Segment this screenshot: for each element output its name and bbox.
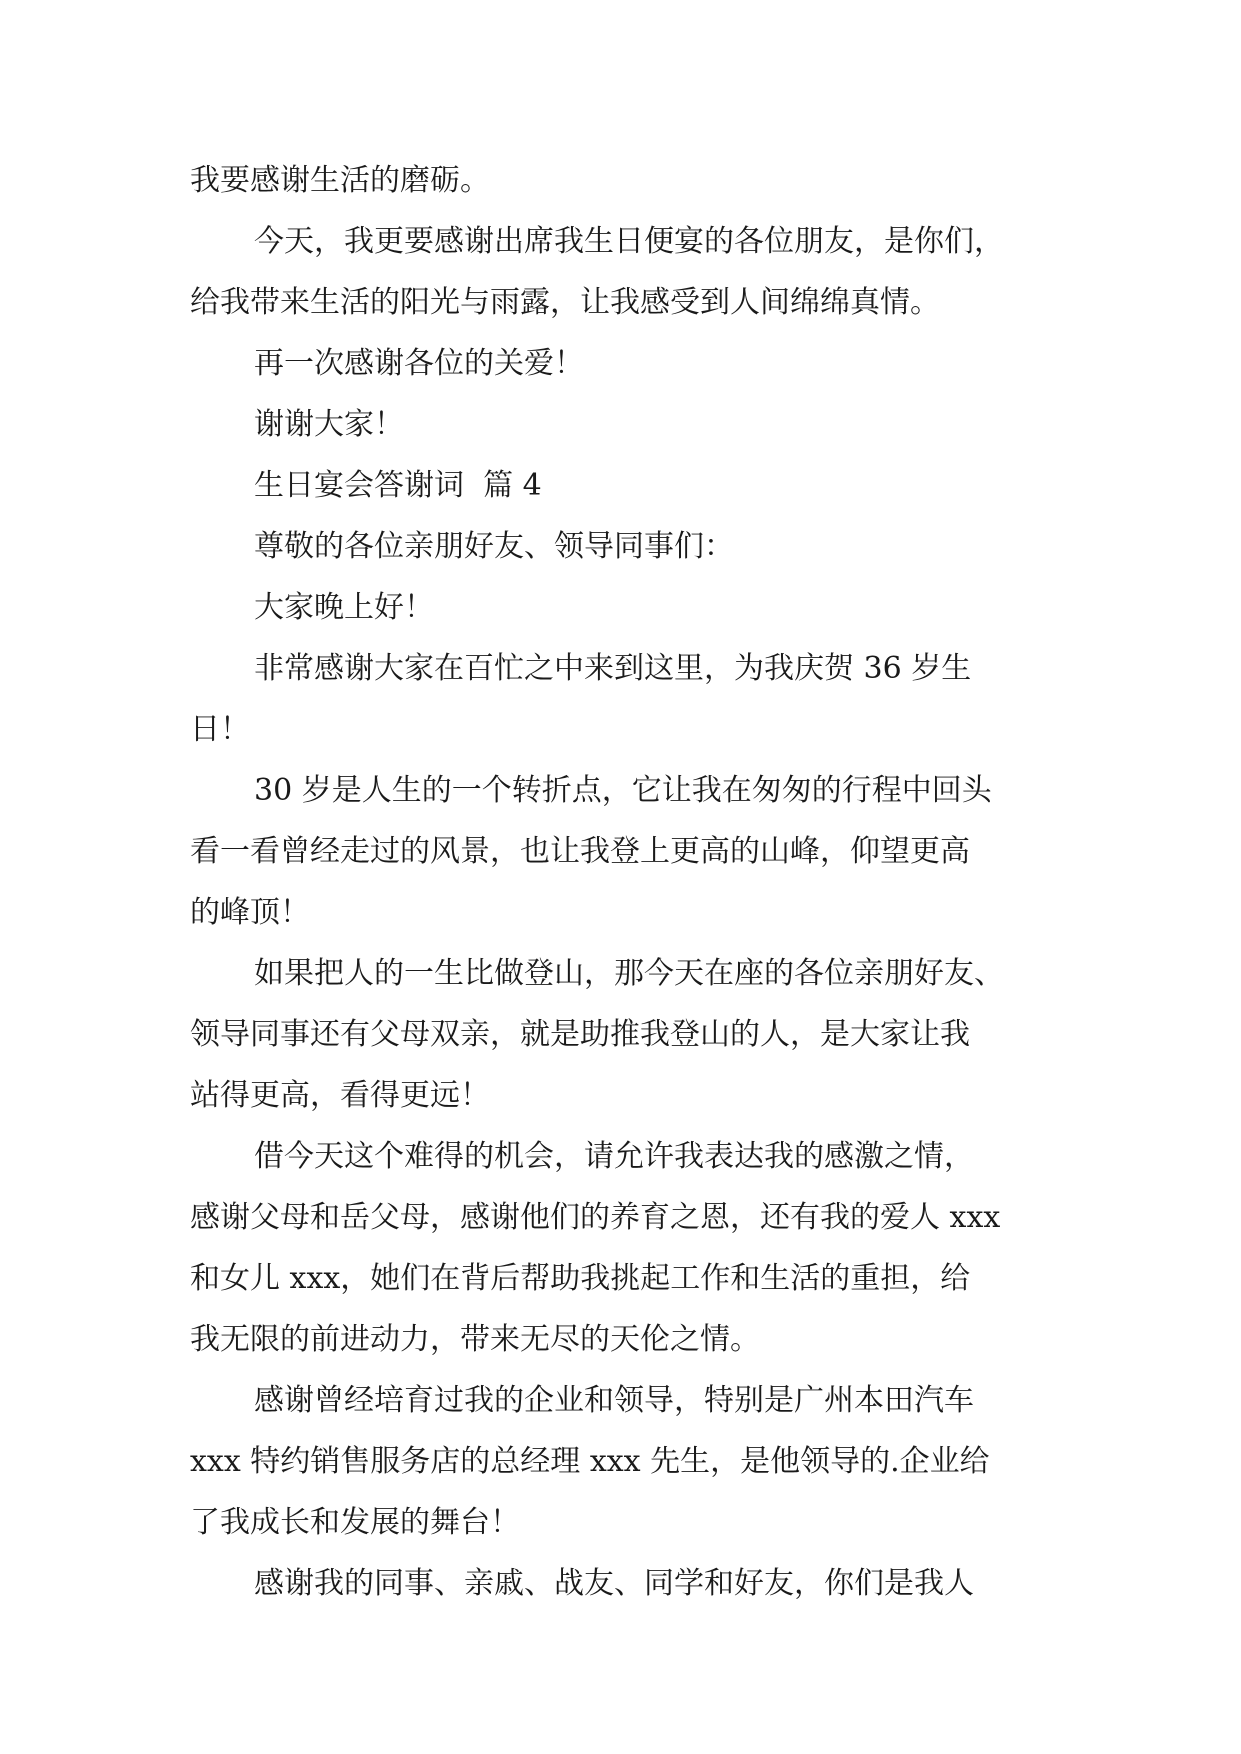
paragraph-line: xxx 特约销售服务店的总经理 xxx 先生，是他领导的.企业给 <box>190 1444 990 1479</box>
paragraph-11 <box>190 1126 1060 1370</box>
paragraph-line: 了我成长和发展的舞台！ <box>190 1505 520 1540</box>
paragraph-line: 借今天这个难得的机会，请允许我表达我的感激之情， <box>254 1139 974 1174</box>
paragraph-line: 我无限的前进动力，带来无尽的天伦之情。 <box>190 1322 760 1357</box>
paragraph-line: 的峰顶！ <box>190 895 310 930</box>
paragraph-line: 站得更高，看得更远！ <box>190 1078 490 1113</box>
paragraph-line: 领导同事还有父母双亲，就是助推我登山的人，是大家让我 <box>190 1017 970 1052</box>
paragraph-10 <box>190 943 1060 1126</box>
paragraph-4 <box>190 394 1060 455</box>
greeting <box>190 577 1060 638</box>
paragraph-line: 再一次感谢各位的关爱！ <box>254 346 584 381</box>
paragraph-line: 和女儿 xxx，她们在背后帮助我挑起工作和生活的重担，给 <box>190 1261 971 1296</box>
paragraph-8 <box>190 638 1060 760</box>
paragraph-line: 如果把人的一生比做登山，那今天在座的各位亲朋好友、 <box>254 956 1004 991</box>
paragraph-13 <box>190 1553 1060 1614</box>
paragraph-2 <box>190 211 1060 333</box>
paragraph-line: 感谢曾经培育过我的企业和领导，特别是广州本田汽车 <box>254 1383 974 1418</box>
paragraph-line: 看一看曾经走过的风景，也让我登上更高的山峰，仰望更高 <box>190 834 970 869</box>
paragraph-line: 感谢父母和岳父母，感谢他们的养育之恩，还有我的爱人 xxx <box>190 1200 1001 1235</box>
paragraph-12 <box>190 1370 1060 1553</box>
paragraph-line: 我要感谢生活的磨砺。 <box>190 163 490 198</box>
section-heading <box>190 455 1060 516</box>
paragraph-line: 30 岁是人生的一个转折点，它让我在匆匆的行程中回头 <box>254 773 992 808</box>
section-heading-text: 生日宴会答谢词 篇 4 <box>254 468 542 503</box>
paragraph-line: 非常感谢大家在百忙之中来到这里，为我庆贺 36 岁生 <box>254 651 972 686</box>
paragraph-9 <box>190 760 1060 943</box>
paragraph-1 <box>190 150 1060 211</box>
paragraph-line: 今天，我更要感谢出席我生日便宴的各位朋友，是你们， <box>254 224 1004 259</box>
paragraph-line: 谢谢大家！ <box>254 407 404 442</box>
paragraph-3 <box>190 333 1060 394</box>
paragraph-line: 感谢我的同事、亲戚、战友、同学和好友，你们是我人 <box>254 1566 974 1601</box>
salutation <box>190 516 1060 577</box>
paragraph-line: 大家晚上好！ <box>254 590 434 625</box>
document-body <box>190 150 1060 1614</box>
paragraph-line: 给我带来生活的阳光与雨露，让我感受到人间绵绵真情。 <box>190 285 940 320</box>
paragraph-line: 日！ <box>190 712 250 747</box>
paragraph-line: 尊敬的各位亲朋好友、领导同事们： <box>254 529 734 564</box>
